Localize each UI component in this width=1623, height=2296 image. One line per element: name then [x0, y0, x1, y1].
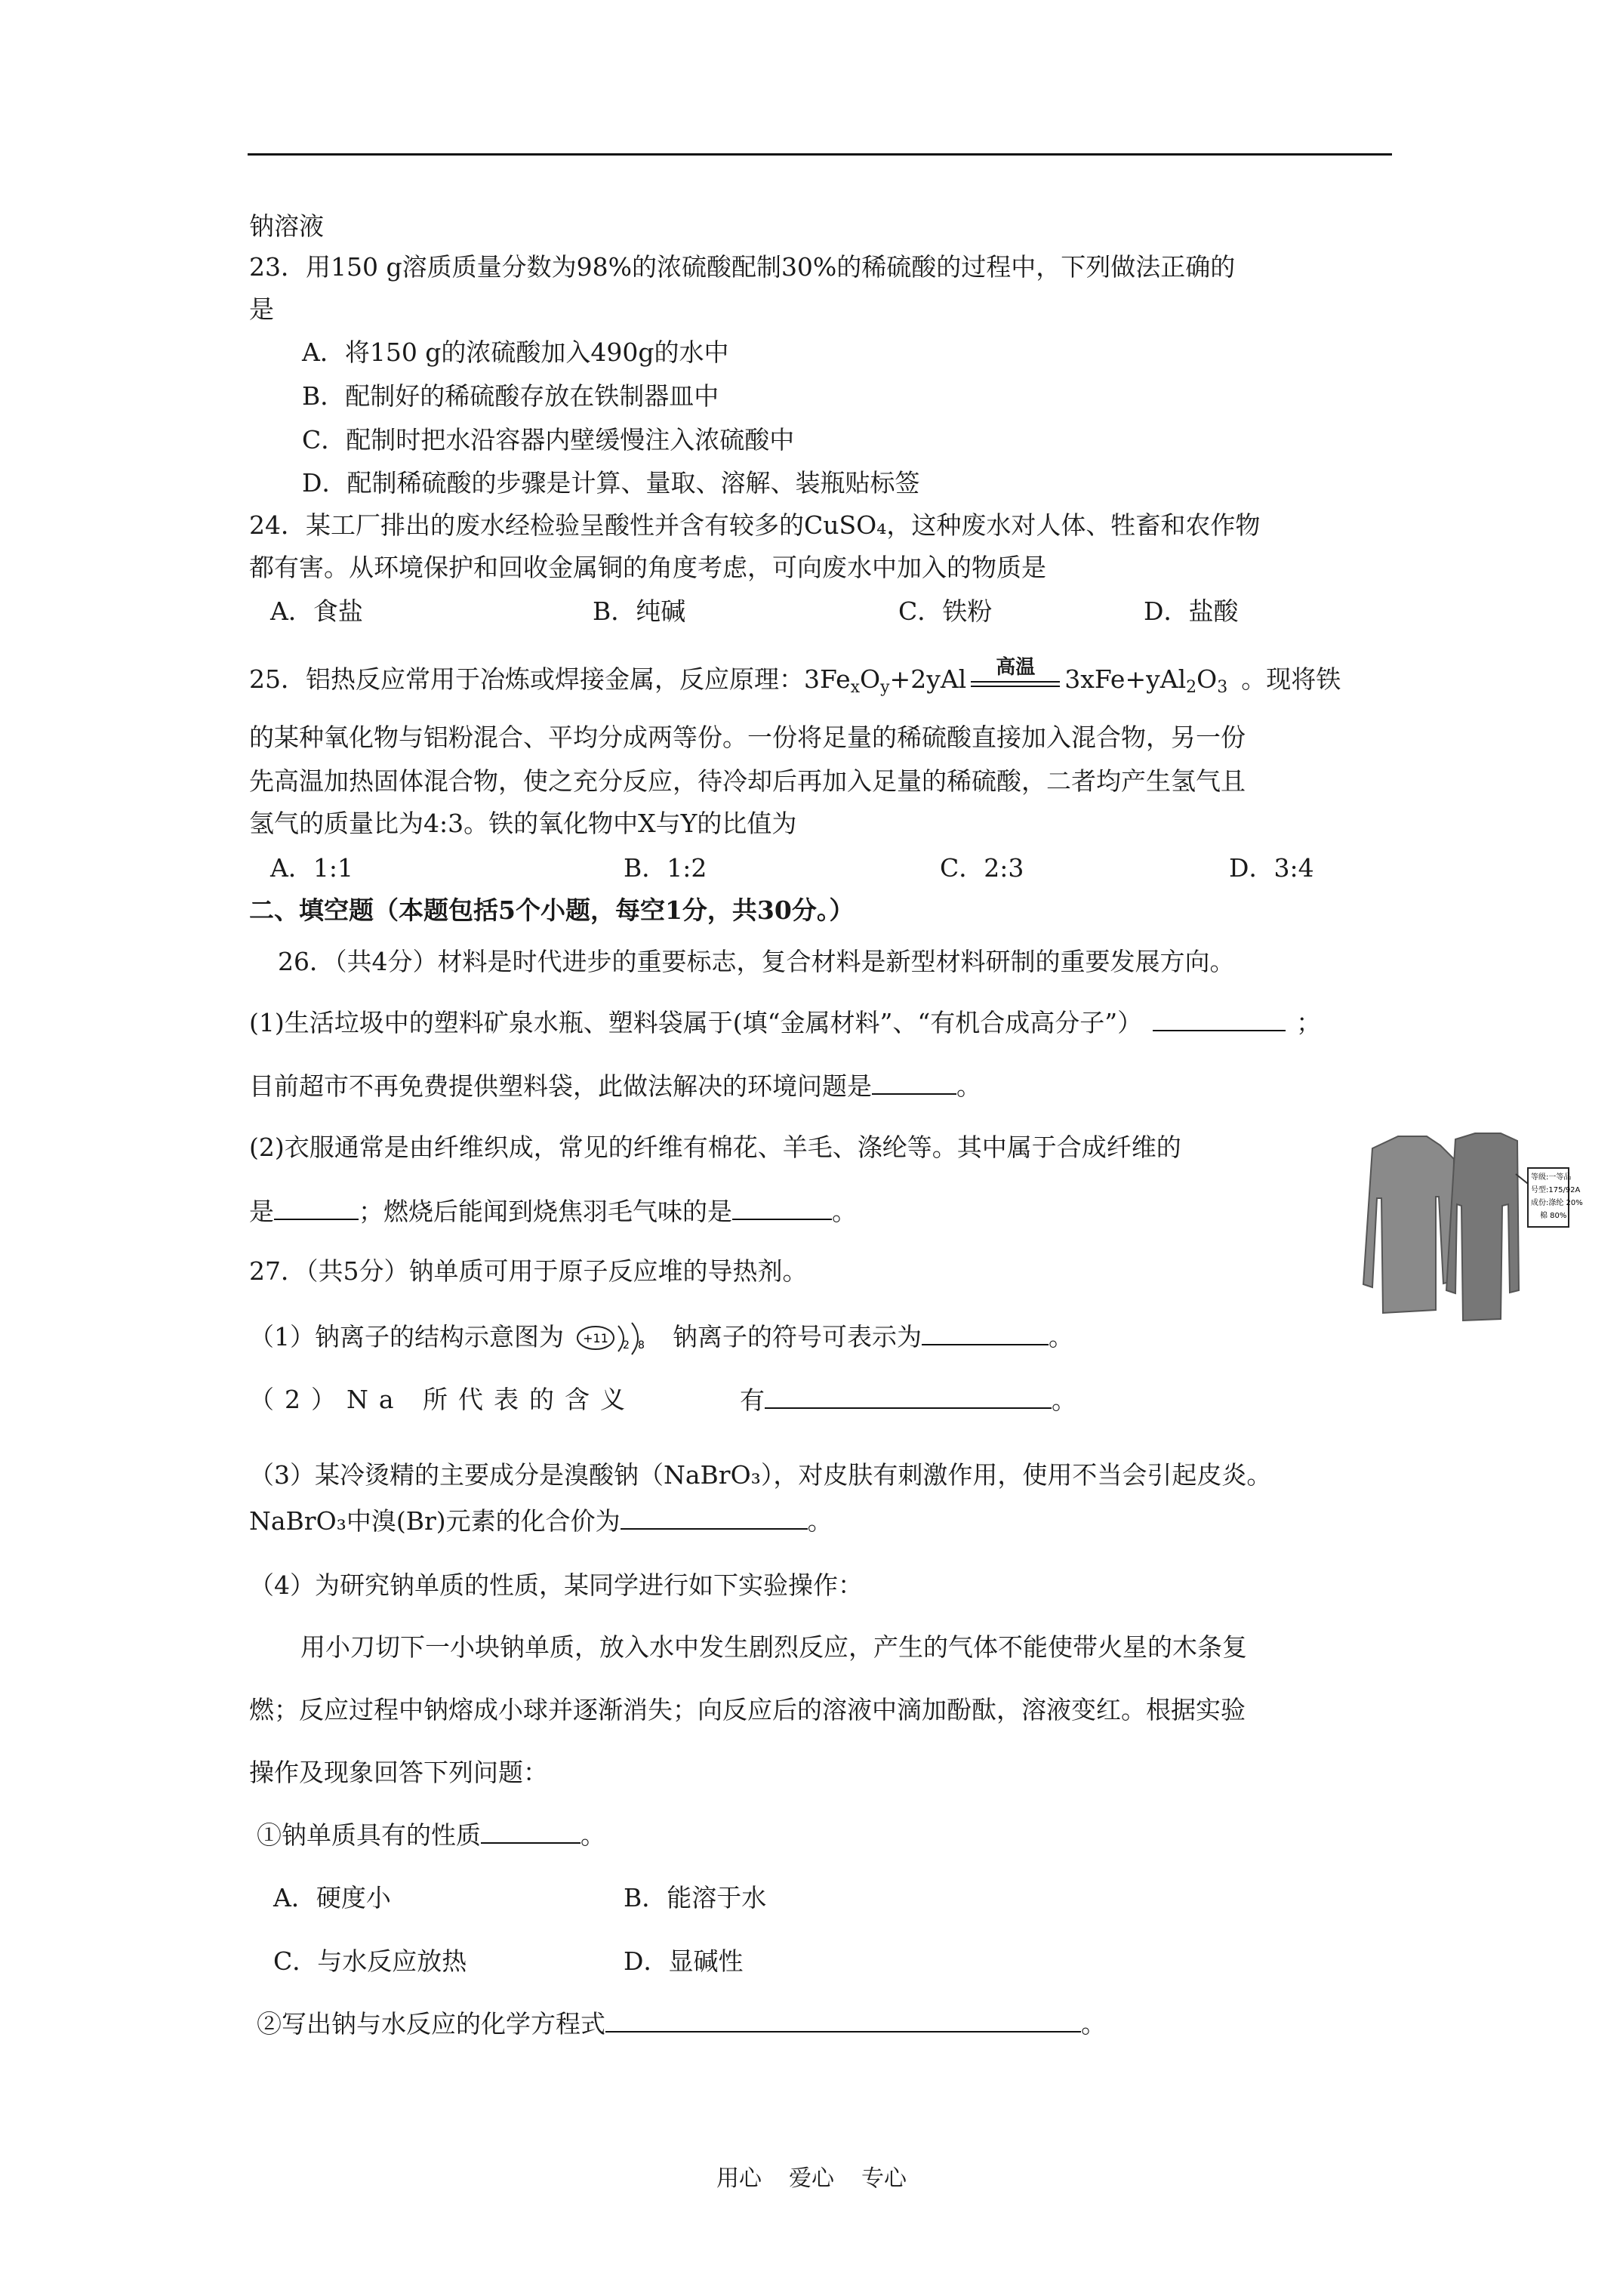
sodium-ion-diagram	[574, 1321, 658, 1356]
text-line: 都有害。从环境保护和回收金属铜的角度考虑，可向废水中加入的物质是	[249, 553, 1046, 582]
page-footer	[0, 2159, 1623, 2193]
text-span: 。	[807, 1506, 833, 1536]
text-line: 钠溶液	[249, 211, 324, 241]
text-span: ②写出钠与水反应的化学方程式	[257, 2009, 605, 2039]
tag-text: 等级:一等品	[1531, 1173, 1572, 1182]
atom-structure	[574, 1321, 658, 1356]
text-line	[257, 1820, 605, 1851]
tag-text: 号型:175/92A	[1531, 1186, 1581, 1194]
text-span: 。	[581, 1820, 605, 1850]
text-line	[257, 2008, 1106, 2039]
text-span: （1）钠离子的结构示意图为	[249, 1322, 564, 1351]
text-line: 操作及现象回答下列问题：	[249, 1758, 548, 1787]
clothing-picture	[1342, 1129, 1583, 1325]
equation-al: +2yAl	[889, 664, 967, 694]
text-line: 燃；反应过程中钠熔成小球并逐渐消失；向反应后的溶液中滴加酚酞，溶液变红。根据实验	[249, 1695, 1246, 1724]
text-line: 先高温加热固体混合物，使之充分反应，待冷却后再加入足量的稀硫酸，二者均产生氢气且	[249, 766, 1246, 796]
text-span: 有	[740, 1385, 765, 1415]
text-span: ；	[1296, 1008, 1322, 1037]
shell-count: 8	[638, 1339, 645, 1351]
text-line	[249, 1071, 981, 1102]
text-span: 是	[249, 1197, 274, 1226]
question-27: 27．（共5分）钠单质可用于原子反应堆的导热剂。	[249, 1256, 808, 1286]
text-span: NaBrO₃中溴(Br)元素的化合价为	[249, 1506, 621, 1536]
text-span: 。	[956, 1071, 981, 1101]
equation-sub-y: y	[880, 678, 890, 697]
text-line: （4）为研究钠单质的性质，某同学进行如下实验操作：	[249, 1570, 863, 1600]
text-line: 氢气的质量比为4:3。铁的氧化物中X与Y的比值为	[249, 809, 797, 838]
text-span: (1)生活垃圾中的塑料矿泉水瓶、塑料袋属于(填“金属材料”、“有机合成高分子”）	[249, 1008, 1143, 1037]
answer-blank[interactable]	[274, 1196, 359, 1220]
nucleus-charge: +11	[583, 1331, 608, 1345]
option-c: C．铁粉	[898, 596, 993, 626]
equation-left: 3Fe	[804, 664, 851, 694]
shell-count: 2	[623, 1339, 630, 1351]
text-span: 。	[1049, 1322, 1073, 1351]
tag-text: 棉 80%	[1540, 1212, 1567, 1220]
question-24: 24．某工厂排出的废水经检验呈酸性并含有较多的CuSO₄，这种废水对人体、牲畜和农作物	[249, 510, 1261, 540]
answer-blank[interactable]	[1153, 1007, 1286, 1031]
text-span: ①钠单质具有的性质	[257, 1820, 481, 1850]
equation-sub-2: 2	[1186, 678, 1197, 697]
text-line: (2)衣服通常是由纤维织成，常见的纤维有棉花、羊毛、涤纶等。其中属于合成纤维的	[249, 1133, 1181, 1162]
text-line: 。现将铁	[1241, 664, 1341, 694]
equation-sub-3: 3	[1217, 678, 1228, 697]
option-c: C．2:3	[940, 853, 1024, 883]
tag-text: 成份:涤纶 20%	[1531, 1199, 1583, 1207]
question-26: 26．（共4分）材料是时代进步的重要标志，复合材料是新型材料研制的重要发展方向。	[278, 947, 1235, 976]
sweater-shape	[1363, 1136, 1454, 1313]
text-line	[249, 1007, 1321, 1038]
equals-bar	[971, 681, 1060, 683]
option-c: C．配制时把水沿容器内壁缓慢注入浓硫酸中	[302, 425, 795, 455]
text-span: 。	[1081, 2009, 1106, 2039]
footer-text: 用心	[716, 2165, 762, 2192]
option-a: A．1:1	[270, 853, 353, 883]
text-line	[740, 1385, 1076, 1416]
answer-blank[interactable]	[481, 1820, 581, 1844]
reaction-condition	[971, 656, 1060, 696]
text-span: 目前超市不再免费提供塑料袋，此做法解决的环境问题是	[249, 1071, 872, 1101]
text-line: （3）某冷烫精的主要成分是溴酸钠（NaBrO₃），对皮肤有刺激作用，使用不当会引起皮炎。	[249, 1460, 1272, 1490]
question-23: 23．用150 g溶质质量分数为98%的浓硫酸配制30%的稀硫酸的过程中，下列做法正确的	[249, 252, 1236, 282]
text-span: 。	[1052, 1385, 1076, 1415]
option-a: A．食盐	[270, 596, 363, 626]
option-a: A．硬度小	[273, 1883, 391, 1912]
option-d: D．显碱性	[624, 1946, 744, 1976]
answer-blank[interactable]	[765, 1385, 1052, 1409]
footer-text: 爱心	[789, 2165, 834, 2192]
option-b: B．纯碱	[593, 596, 686, 626]
option-b: B．1:2	[624, 853, 707, 883]
equation-o: O	[860, 664, 881, 694]
text-line: 用小刀切下一小块钠单质，放入水中发生剧烈反应，产生的气体不能使带火星的木条复	[300, 1632, 1247, 1662]
answer-blank[interactable]	[872, 1071, 956, 1095]
electron-shell	[632, 1323, 638, 1354]
answer-blank[interactable]	[922, 1321, 1049, 1345]
answer-blank[interactable]	[605, 2008, 1081, 2032]
text-line	[249, 1196, 857, 1227]
option-c: C．与水反应放热	[273, 1946, 467, 1976]
answer-blank[interactable]	[732, 1196, 832, 1220]
option-d: D．配制稀硫酸的步骤是计算、量取、溶解、装瓶贴标签	[302, 468, 920, 498]
text-line: 是	[249, 294, 274, 324]
option-d: D．盐酸	[1144, 596, 1239, 626]
equals-bar	[971, 686, 1060, 687]
text-line: （2）Na 所代表的含义	[249, 1385, 636, 1414]
equation-right: 3xFe+yAl	[1064, 664, 1187, 694]
option-d: D．3:4	[1229, 853, 1314, 883]
header-rule	[248, 153, 1392, 156]
footer-text: 专心	[861, 2165, 907, 2192]
answer-blank[interactable]	[621, 1505, 808, 1530]
dress-shape	[1446, 1133, 1519, 1321]
text-span: 。	[832, 1197, 857, 1226]
text-span: 钠离子的符号可表示为	[673, 1322, 922, 1351]
section-heading: 二、填空题（本题包括5个小题，每空1分，共30分。）	[249, 895, 855, 925]
text-span: ；燃烧后能闻到烧焦羽毛气味的是	[359, 1197, 732, 1226]
condition-label: 高温	[996, 656, 1036, 679]
question-25	[249, 656, 1341, 703]
text-line	[249, 1505, 833, 1536]
equation-right-o: O	[1196, 664, 1218, 694]
text-line	[249, 1321, 1073, 1356]
option-b: B．能溶于水	[624, 1883, 767, 1912]
option-a: A．将150 g的浓硫酸加入490g的水中	[302, 337, 729, 367]
option-b: B．配制好的稀硫酸存放在铁制器皿中	[302, 381, 719, 411]
question-25-text: 25．铝热反应常用于冶炼或焊接金属，反应原理：	[249, 664, 804, 694]
text-line: 的某种氧化物与铝粉混合、平均分成两等份。一份将足量的稀硫酸直接加入混合物，另一份	[249, 723, 1246, 752]
equation-sub-x: x	[850, 678, 861, 697]
